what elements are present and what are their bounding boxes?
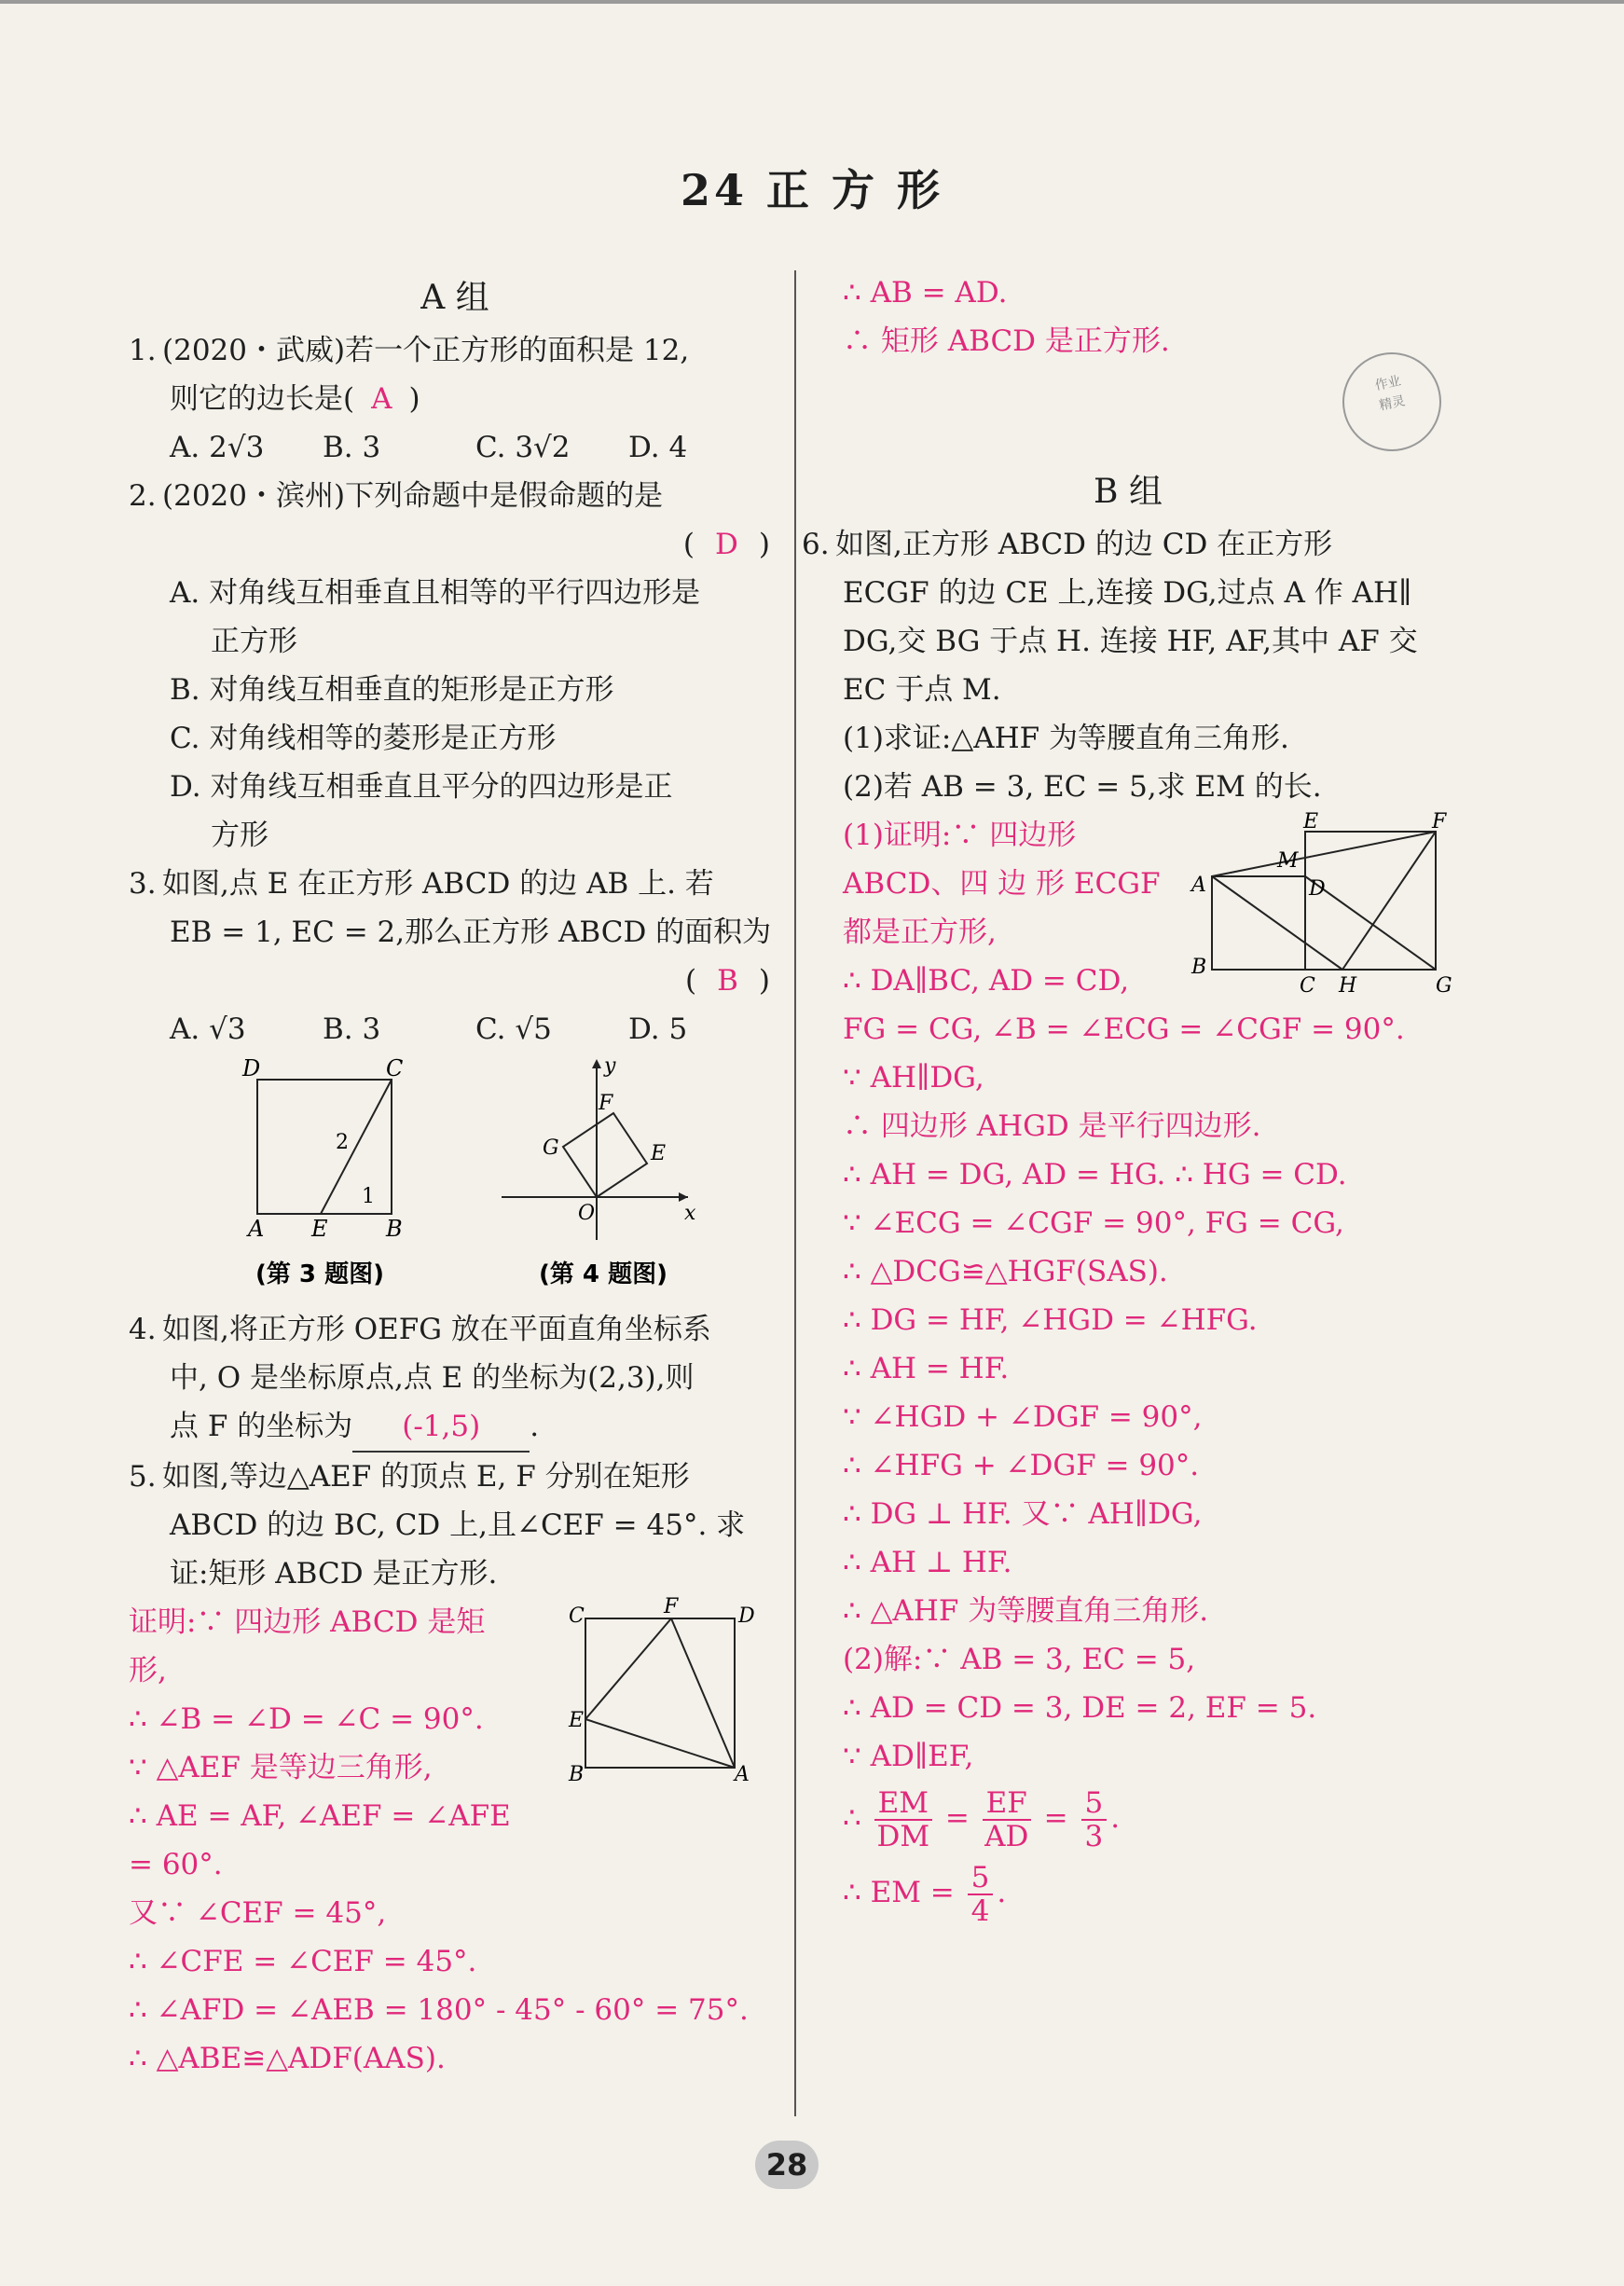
q6-final-line	[802, 1855, 1454, 1930]
left-column	[129, 269, 781, 2083]
question-4	[129, 1305, 781, 1354]
q4-text2: 中, O 是坐标原点,点 E 的坐标为(2,3),则	[170, 1361, 695, 1395]
fig4-label-e: E	[651, 1142, 667, 1165]
q5-fig-label-a: A	[735, 1763, 750, 1786]
q6-fig-label-b: B	[1191, 956, 1207, 979]
q2-option-b: B. 对角线互相垂直的矩形是正方形	[170, 673, 614, 707]
q2-paren-open: (	[682, 528, 695, 561]
q6-fig-label-f: F	[1432, 810, 1447, 833]
q6-fig-label-d: D	[1309, 877, 1326, 901]
q5-cont-2: ∴ 矩形 ABCD 是正方形.	[843, 324, 1170, 358]
q4-line3	[129, 1402, 781, 1453]
q3-paren-open: (	[685, 964, 697, 998]
q6-sol-8: ∴ DG = HF, ∠HGD = ∠HFG.	[843, 1303, 1258, 1337]
fig4-label-g: G	[543, 1136, 559, 1160]
q6-sol-10: ∵ ∠HGD + ∠DGF = 90°,	[843, 1400, 1203, 1434]
x-arrow	[679, 1192, 688, 1202]
q6-fig-label-g: G	[1436, 974, 1452, 998]
final-n: 5	[968, 1862, 994, 1895]
top-border	[0, 0, 1624, 4]
q5-fig-label-b: B	[569, 1763, 585, 1786]
q5-fig-label-f: F	[664, 1595, 679, 1618]
fig4-label-y: y	[604, 1054, 616, 1078]
q2-text: (2020・滨州)下列命题中是假命题的是	[162, 479, 664, 513]
q5-solution-block	[129, 1595, 781, 2083]
question-6	[802, 520, 1454, 569]
question-1	[129, 326, 781, 375]
q6-fig-label-e: E	[1303, 810, 1319, 833]
q1-text2: 则它的边长是(	[170, 382, 355, 416]
frac-n2: EF	[983, 1787, 1031, 1821]
q5-sol-10: ∴ △ABE≌△ADF(AAS).	[129, 2042, 446, 2075]
frac-d1: DM	[876, 1819, 930, 1853]
fig3-label-2: 2	[336, 1131, 349, 1154]
frac-em-dm	[874, 1787, 932, 1852]
q4-text3-end: .	[530, 1410, 540, 1443]
q6-figure	[1175, 810, 1452, 998]
q5-sol-4: ∵ △AEF 是等边三角形,	[129, 1751, 433, 1784]
frac-eq2: =	[1043, 1801, 1068, 1835]
frac-n3: 5	[1081, 1787, 1108, 1821]
fig3-label-b: B	[386, 1216, 403, 1242]
q1-answer: A	[371, 382, 392, 416]
q6-sol-12: ∴ DG ⊥ HF. 又∵ AH∥DG,	[843, 1497, 1203, 1531]
q3-text1: 如图,点 E 在正方形 ABCD 的边 AB 上. 若	[162, 867, 714, 901]
q6-fig-label-c: C	[1300, 974, 1315, 998]
q5-fig-label-c: C	[569, 1604, 585, 1628]
figures-3-4	[129, 1053, 781, 1305]
q6-sol-1: ∴ DA∥BC, AD = CD,	[843, 964, 1130, 998]
fig4-label-x: x	[684, 1202, 696, 1225]
q2-answer-paren	[129, 520, 781, 569]
y-arrow	[592, 1059, 601, 1068]
fig3-label-d: D	[242, 1055, 261, 1081]
right-column	[802, 269, 1454, 1930]
q6-sol-15: (2)解:∵ AB = 3, EC = 5,	[843, 1643, 1196, 1676]
q6-sol-11: ∴ ∠HFG + ∠DGF = 90°.	[843, 1449, 1200, 1482]
q5-text3: 证:矩形 ABCD 是正方形.	[170, 1557, 498, 1591]
q6-sol-13: ∴ AH ⊥ HF.	[843, 1546, 1012, 1579]
q3-choice-d: D. 5	[628, 1012, 688, 1046]
q3-choice-b: B. 3	[323, 1012, 381, 1046]
frac-n1: EM	[874, 1787, 932, 1821]
fig3-caption: (第 3 题图)	[255, 1260, 384, 1288]
q6-fig-label-a: A	[1191, 874, 1206, 897]
q6-fig-label-h: H	[1339, 974, 1357, 998]
q6-text3: DG,交 BG 于点 H. 连接 HF, AF,其中 AF 交	[843, 625, 1418, 658]
q2-paren-close: )	[758, 528, 770, 561]
frac-eq1: =	[944, 1801, 970, 1835]
stamp-line1: 作业	[1373, 373, 1403, 394]
q1-choices	[129, 423, 781, 472]
group-a-title: A 组	[420, 279, 489, 317]
q6-fig-label-m: M	[1277, 849, 1299, 873]
q4-answer: (-1,5)	[352, 1402, 530, 1453]
q6-frac-line	[802, 1781, 1454, 1855]
final-frac	[968, 1862, 994, 1927]
q5-number: 5.	[129, 1460, 157, 1494]
q6-part1: (1)求证:△AHF 为等腰直角三角形.	[843, 722, 1289, 755]
q3-choice-c: C. √5	[475, 1012, 552, 1046]
q1-number: 1.	[129, 334, 157, 367]
q5-figure	[567, 1595, 755, 1786]
q6-sol-3: ∵ AH∥DG,	[843, 1061, 984, 1095]
q6-sol-6: ∵ ∠ECG = ∠CGF = 90°, FG = CG,	[843, 1206, 1344, 1240]
q6-sol-head-2: ABCD、四 边 形 ECGF	[843, 867, 1161, 901]
q6-sol-2: FG = CG, ∠B = ∠ECG = ∠CGF = 90°.	[843, 1012, 1405, 1046]
q1-line2	[129, 375, 781, 423]
q5-sol-5: ∴ AE = AF, ∠AEF = ∠AFE	[129, 1799, 511, 1833]
q3-answer: B	[717, 964, 738, 998]
q4-text3: 点 F 的坐标为	[170, 1410, 353, 1443]
final-end: .	[997, 1876, 1007, 1909]
stamp-line2: 精灵	[1378, 393, 1407, 414]
column-divider	[794, 270, 796, 2116]
q6-solution-block	[802, 811, 1454, 1930]
question-3	[129, 860, 781, 908]
q5-fig-label-d: D	[738, 1604, 755, 1628]
q3-answer-paren	[129, 957, 781, 1005]
fig4-label-f: F	[599, 1092, 613, 1115]
q5-fig-label-e: E	[569, 1709, 585, 1732]
q2-answer: D	[715, 528, 738, 561]
q2-option-a2: 正方形	[211, 625, 297, 658]
q5-sol-7: 又∵ ∠CEF = 45°,	[129, 1896, 387, 1930]
q6-sol-7: ∴ △DCG≌△HGF(SAS).	[843, 1255, 1168, 1288]
q6-text4: EC 于点 M.	[843, 673, 1001, 707]
fig4-caption: (第 4 题图)	[539, 1260, 667, 1288]
q3-number: 3.	[129, 867, 157, 901]
fig4-label-o: O	[578, 1202, 596, 1225]
q6-sol-head-1: (1)证明:∵ 四边形	[843, 819, 1077, 852]
q1-text2-end: )	[408, 382, 420, 416]
q2-option-d1: D. 对角线互相垂直且平分的四边形是正	[170, 770, 673, 804]
q6-sol-5: ∴ AH = DG, AD = HG. ∴ HG = CD.	[843, 1158, 1347, 1191]
final-d: 4	[970, 1894, 990, 1928]
q3-paren-close: )	[758, 964, 770, 998]
figures-svg	[129, 1053, 781, 1305]
frac-ef-ad	[983, 1787, 1031, 1852]
q5-cont-1: ∴ AB = AD.	[843, 276, 1008, 310]
frac-d2: AD	[984, 1819, 1029, 1853]
fig3-label-1: 1	[362, 1185, 375, 1208]
q6-number: 6.	[802, 528, 830, 561]
q2-option-d2: 方形	[211, 819, 268, 852]
q4-number: 4.	[129, 1313, 157, 1346]
page-number: 28	[755, 2141, 819, 2189]
frac-5-3	[1081, 1787, 1108, 1852]
q6-sol-head-3: 都是正方形,	[843, 916, 997, 949]
q5-sol-9: ∴ ∠AFD = ∠AEB = 180° - 45° - 60° = 75°.	[129, 1993, 749, 2027]
group-b-title: B 组	[1094, 473, 1163, 511]
q1-choice-a: A. 2√3	[170, 431, 265, 464]
q1-choice-c: C. 3√2	[475, 431, 571, 464]
q6-sol-4: ∴ 四边形 AHGD 是平行四边形.	[843, 1109, 1261, 1143]
q3-choice-a: A. √3	[170, 1012, 246, 1046]
fig3-label-e: E	[311, 1216, 328, 1242]
q1-text1: (2020・武威)若一个正方形的面积是 12,	[162, 334, 690, 367]
page-title: 24 正 方 形	[680, 165, 944, 215]
q6-sol-14: ∴ △AHF 为等腰直角三角形.	[843, 1594, 1209, 1628]
q5-sol-6: = 60°.	[129, 1848, 223, 1881]
q1-choice-d: D. 4	[628, 431, 688, 464]
question-5	[129, 1453, 781, 1501]
q2-number: 2.	[129, 479, 157, 513]
q6-sol-9: ∴ AH = HF.	[843, 1352, 1010, 1385]
q5-sol-1: 证明:∵ 四边形 ABCD 是矩	[129, 1605, 486, 1639]
q5-text1: 如图,等边△AEF 的顶点 E, F 分别在矩形	[162, 1460, 690, 1494]
q6-part2: (2)若 AB = 3, EC = 5,求 EM 的长.	[843, 770, 1322, 804]
final-prefix: ∴ EM =	[843, 1876, 955, 1909]
q6-sol-17: ∵ AD∥EF,	[843, 1740, 974, 1773]
q1-choice-b: B. 3	[323, 431, 381, 464]
q3-text2: EB = 1, EC = 2,那么正方形 ABCD 的面积为	[170, 916, 772, 949]
q5-sol-3: ∴ ∠B = ∠D = ∠C = 90°.	[129, 1702, 484, 1736]
q6-text2: ECGF 的边 CE 上,连接 DG,过点 A 作 AH∥	[843, 576, 1412, 610]
frac-end: .	[1110, 1801, 1121, 1835]
q5-sol-8: ∴ ∠CFE = ∠CEF = 45°.	[129, 1945, 477, 1978]
frac-prefix: ∴	[843, 1801, 861, 1835]
q6-sol-16: ∴ AD = CD = 3, DE = 2, EF = 5.	[843, 1691, 1317, 1725]
q3-choices	[129, 1005, 781, 1053]
q5-sol-2: 形,	[129, 1654, 167, 1687]
fig3-label-a: A	[248, 1216, 265, 1242]
q4-text1: 如图,将正方形 OEFG 放在平面直角坐标系	[162, 1313, 711, 1346]
frac-d3: 3	[1084, 1819, 1104, 1853]
fig3-label-c: C	[386, 1055, 404, 1081]
q6-text1: 如图,正方形 ABCD 的边 CD 在正方形	[835, 528, 1333, 561]
question-2	[129, 472, 781, 520]
q2-option-c: C. 对角线相等的菱形是正方形	[170, 722, 557, 755]
q5-text2: ABCD 的边 BC, CD 上,且∠CEF = 45°. 求	[170, 1508, 746, 1542]
q2-option-a1: A. 对角线互相垂直且相等的平行四边形是	[170, 576, 701, 610]
